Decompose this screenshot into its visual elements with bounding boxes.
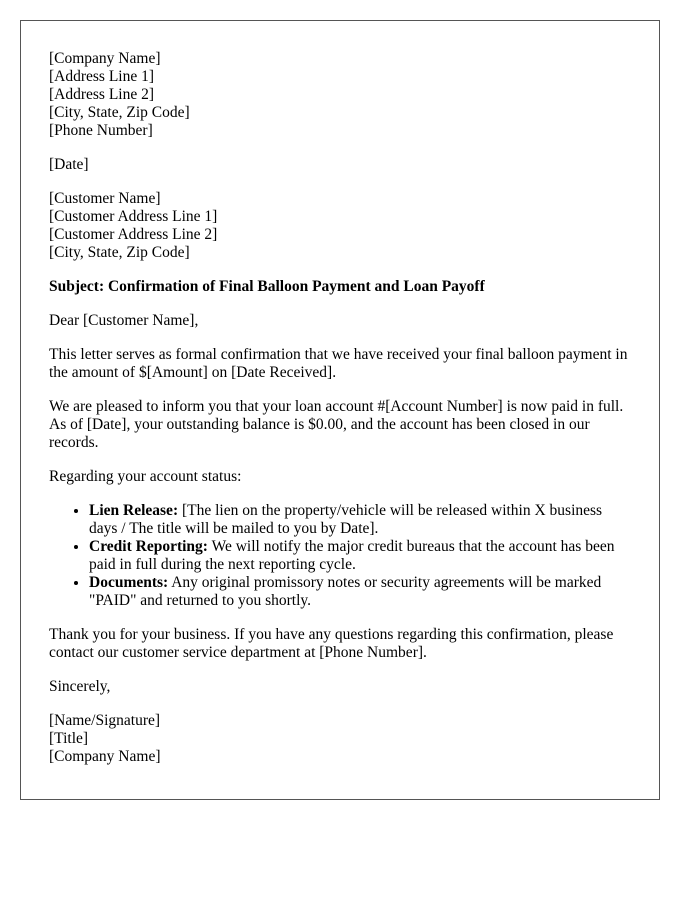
sender-city-state-zip: [City, State, Zip Code]	[49, 104, 190, 121]
recipient-address-line-2: [Customer Address Line 2]	[49, 226, 218, 243]
date-block	[49, 156, 631, 174]
signature-title: [Title]	[49, 730, 89, 747]
list-item	[89, 502, 631, 538]
paragraph-payment-received: This letter serves as formal confirmation that we have received your final balloon payment in the amount of $[Amount] on [Date Received].	[49, 346, 628, 381]
sender-phone: [Phone Number]	[49, 122, 153, 139]
paragraph-paid-in-full: We are pleased to inform you that your loan account #[Account Number] is now paid in full. As of [Date], your outstanding balance is $0.00, and the account has been closed in our records.	[49, 398, 624, 451]
sender-address-line-1: [Address Line 1]	[49, 68, 155, 85]
list-item-label: Credit Reporting:	[89, 538, 208, 555]
list-item-label: Documents:	[89, 574, 169, 591]
signature-company: [Company Name]	[49, 748, 161, 765]
list-item-label: Lien Release:	[89, 502, 179, 519]
sender-address-line-2: [Address Line 2]	[49, 86, 155, 103]
subject-line: Subject: Confirmation of Final Balloon Payment and Loan Payoff	[49, 278, 485, 295]
signature-name: [Name/Signature]	[49, 712, 161, 729]
letter-date: [Date]	[49, 156, 89, 173]
sender-address-block	[49, 50, 631, 140]
list-item	[89, 574, 631, 610]
paragraph-thank-you: Thank you for your business. If you have any questions regarding this confirmation, please contact our customer service department at [Phone Number].	[49, 626, 614, 661]
account-status-list	[49, 502, 631, 610]
paragraph-account-status-intro: Regarding your account status:	[49, 468, 242, 485]
recipient-city-state-zip: [City, State, Zip Code]	[49, 244, 190, 261]
signature-block	[49, 712, 631, 766]
letter-page	[20, 20, 660, 800]
salutation: Dear [Customer Name],	[49, 312, 199, 329]
list-item	[89, 538, 631, 574]
recipient-name: [Customer Name]	[49, 190, 161, 207]
sender-company-name: [Company Name]	[49, 50, 161, 67]
list-item-text: We will notify the major credit bureaus that the account has been paid in full during the next reporting cycle.	[89, 538, 615, 573]
list-item-text: [The lien on the property/vehicle will be released within X business days / The title will be mailed to you by Date].	[89, 502, 603, 537]
recipient-address-block	[49, 190, 631, 262]
list-item-text: Any original promissory notes or security agreements will be marked "PAID" and returned to you shortly.	[89, 574, 602, 609]
recipient-address-line-1: [Customer Address Line 1]	[49, 208, 218, 225]
signoff: Sincerely,	[49, 678, 111, 695]
